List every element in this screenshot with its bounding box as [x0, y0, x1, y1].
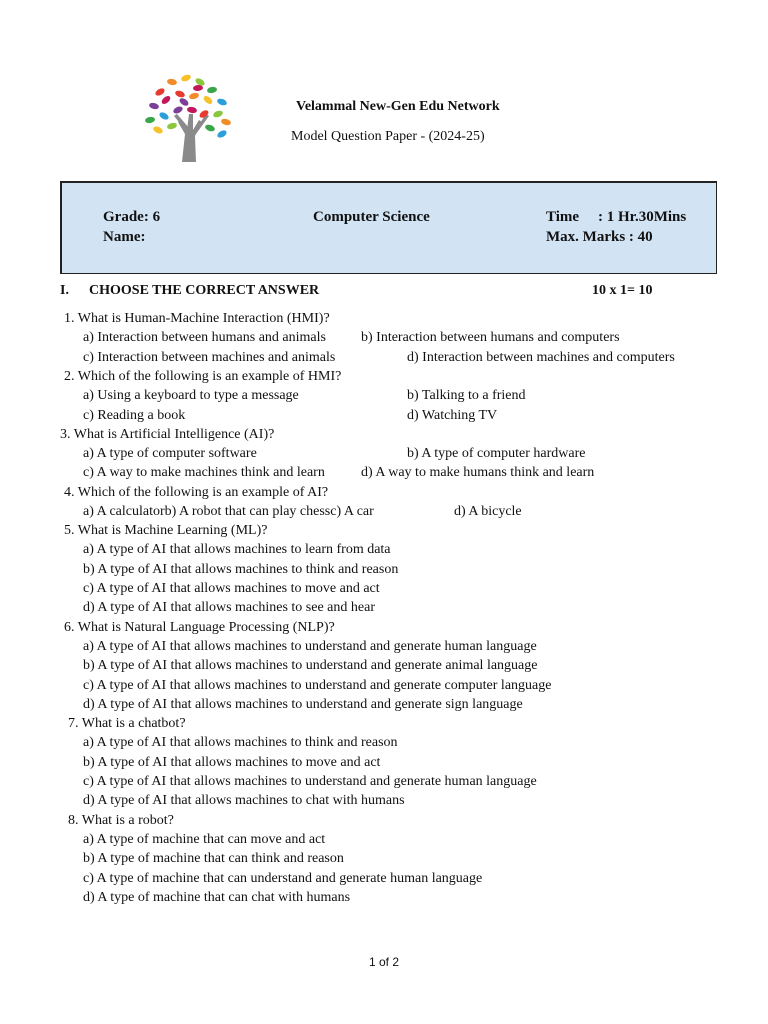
- tree-logo-icon: [138, 70, 240, 166]
- option-text: d) A type of machine that can chat with humans: [83, 890, 351, 905]
- leaf-shape: [220, 118, 231, 126]
- option-text: b) A type of machine that can think and reason: [83, 851, 344, 866]
- question-text: 4. Which of the following is an example of AI?: [64, 485, 329, 500]
- option-text: a) A type of computer software: [83, 446, 257, 461]
- leaf-shape: [193, 85, 203, 92]
- option-text: d) A type of AI that allows machines to see and hear: [83, 600, 375, 615]
- option-text: b) A type of computer hardware: [407, 446, 586, 461]
- leaf-shape: [166, 122, 177, 130]
- option-text: a) A type of AI that allows machines to think and reason: [83, 735, 398, 750]
- leaf-shape: [180, 73, 191, 82]
- time-value: : 1 Hr.30Mins: [598, 209, 687, 225]
- question-text: 1. What is Human-Machine Interaction (HMI)?: [64, 311, 330, 326]
- option-text: a) Interaction between humans and animals: [83, 330, 326, 345]
- leaf-shape: [174, 89, 185, 98]
- time-label: Time: [546, 209, 580, 225]
- option-text: c) Interaction between machines and animals: [83, 350, 336, 365]
- leaf-shape: [188, 92, 199, 100]
- leaf-shape: [204, 123, 215, 132]
- option-text: b) A type of AI that allows machines to understand and generate animal language: [83, 658, 538, 673]
- page-number: 1 of 2: [368, 955, 400, 969]
- option-text: b) A type of AI that allows machines to think and reason: [83, 562, 399, 577]
- option-text: a) A type of AI that allows machines to learn from data: [83, 542, 391, 557]
- leaf-shape: [172, 105, 184, 115]
- section-number: I.: [60, 283, 69, 298]
- option-text: c) A type of AI that allows machines to move and act: [83, 581, 380, 596]
- leaf-shape: [148, 102, 159, 110]
- option-text: b) Talking to a friend: [407, 388, 526, 403]
- leaf-shape: [145, 116, 156, 124]
- option-text: a) A type of machine that can move and act: [83, 832, 326, 847]
- option-text: c) A type of AI that allows machines to understand and generate computer language: [83, 678, 552, 693]
- leaf-shape: [158, 111, 170, 121]
- question-text: 8. What is a robot?: [68, 813, 174, 828]
- option-text: d) A bicycle: [454, 504, 522, 519]
- option-text: d) Interaction between machines and computers: [407, 350, 675, 365]
- leaf-shape: [216, 97, 227, 106]
- option-text: c) A type of AI that allows machines to understand and generate human language: [83, 774, 537, 789]
- option-text: d) Watching TV: [407, 408, 498, 423]
- leaf-shape: [160, 94, 172, 105]
- option-text: b) Interaction between humans and computers: [361, 330, 620, 345]
- option-text: a) A type of AI that allows machines to understand and generate human language: [83, 639, 537, 654]
- option-text: c) A way to make machines think and learn: [83, 465, 325, 480]
- option-text: a) Using a keyboard to type a message: [83, 388, 299, 403]
- option-text: c) A type of machine that can understand and generate human language: [83, 871, 483, 886]
- leaf-shape: [207, 86, 218, 94]
- option-text: d) A way to make humans think and learn: [361, 465, 595, 480]
- leaf-shape: [216, 129, 228, 139]
- section-marks: 10 x 1= 10: [592, 283, 653, 298]
- option-text: c) Reading a book: [83, 408, 186, 423]
- leaf-shape: [152, 125, 164, 135]
- option-text: a) A calculatorb) A robot that can play chessc) A car: [83, 504, 374, 519]
- grade-label: Grade: 6: [103, 209, 161, 225]
- leaf-shape: [154, 87, 166, 97]
- section-title: CHOOSE THE CORRECT ANSWER: [89, 283, 320, 298]
- option-text: d) A type of AI that allows machines to chat with humans: [83, 793, 405, 808]
- max-marks-label: Max. Marks : 40: [546, 229, 653, 245]
- organization-name: Velammal New-Gen Edu Network: [296, 99, 500, 114]
- name-label: Name:: [103, 229, 146, 245]
- option-text: b) A type of AI that allows machines to move and act: [83, 755, 381, 770]
- exam-info-box: [60, 181, 717, 274]
- paper-title: Model Question Paper - (2024-25): [291, 129, 485, 144]
- leaf-shape: [202, 94, 214, 105]
- question-text: 3. What is Artificial Intelligence (AI)?: [60, 427, 275, 442]
- question-text: 5. What is Machine Learning (ML)?: [64, 523, 268, 538]
- leaf-shape: [167, 78, 178, 86]
- question-text: 7. What is a chatbot?: [68, 716, 186, 731]
- subject-label: Computer Science: [313, 209, 430, 225]
- option-text: d) A type of AI that allows machines to understand and generate sign language: [83, 697, 523, 712]
- leaf-shape: [187, 106, 198, 114]
- leaf-shape: [212, 109, 223, 118]
- question-text: 6. What is Natural Language Processing (NLP)?: [64, 620, 335, 635]
- leaf-shape: [178, 97, 190, 108]
- question-text: 2. Which of the following is an example of HMI?: [64, 369, 342, 384]
